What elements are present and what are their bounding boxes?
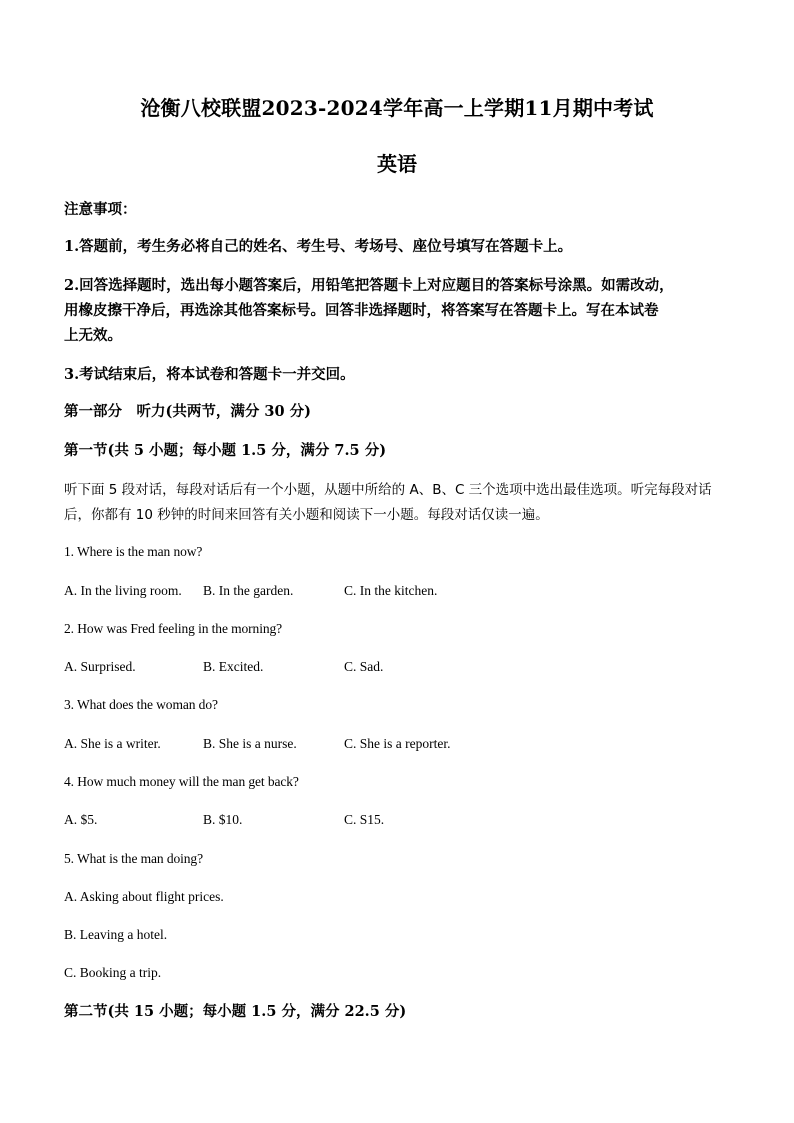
question-5-option-b: B. Leaving a hotel. (64, 927, 168, 942)
notice-item-2-line-2: 用橡皮擦干净后，再选涂其他答案标号。回答非选择题时，将答案写在答题卡上。写在本试卷 (64, 302, 659, 319)
part1-heading: 第一部分 听力(共两节，满分 30 分) (64, 403, 311, 420)
instructions-line-2: 后，你都有 10 秒钟的时间来回答有关小题和阅读下一小题。每段对话仅读一遍。 (64, 507, 549, 523)
question-2: 2. How was Fred feeling in the morning? (64, 621, 283, 636)
instructions-line-1: 听下面 5 段对话，每段对话后有一个小题，从题中所给的 A、B、C 三个选项中选出最佳选项。听完每段对话 (64, 482, 712, 498)
question-1: 1. Where is the man now? (64, 544, 203, 559)
question-4-option-b: B. $10. (203, 812, 243, 827)
question-2-option-c: C. Sad. (344, 659, 384, 674)
notice-item-1: 1.答题前，考生务必将自己的姓名、考生号、考场号、座位号填写在答题卡上。 (64, 238, 573, 255)
exam-title: 沧衡八校联盟2023-2024学年高一上学期11月期中考试 (140, 96, 654, 120)
subject-title: 英语 (377, 152, 417, 176)
question-2-option-a: A. Surprised. (64, 659, 136, 674)
question-4-option-c: C. S15. (344, 812, 385, 827)
notice-heading: 注意事项： (64, 201, 137, 218)
question-5: 5. What is the man doing? (64, 851, 203, 866)
notice-item-3: 3.考试结束后，将本试卷和答题卡一并交回。 (64, 366, 355, 383)
question-5-option-c: C. Booking a trip. (64, 965, 162, 980)
question-5-option-a: A. Asking about flight prices. (64, 889, 224, 904)
question-1-option-c: C. In the kitchen. (344, 583, 438, 598)
question-1-option-a: A. In the living room. (64, 583, 182, 598)
question-2-option-b: B. Excited. (203, 659, 264, 674)
question-3-option-c: C. She is a reporter. (344, 736, 451, 751)
question-3-option-a: A. She is a writer. (64, 736, 161, 751)
question-4: 4. How much money will the man get back? (64, 774, 299, 789)
question-1-option-b: B. In the garden. (203, 583, 294, 598)
notice-item-2-line-1: 2.回答选择题时，选出每小题答案后，用铅笔把答题卡上对应题目的答案标号涂黑。如需改动， (64, 277, 674, 294)
notice-item-2-line-3: 上无效。 (64, 327, 122, 344)
question-4-option-a: A. $5. (64, 812, 98, 827)
question-3-option-b: B. She is a nurse. (203, 736, 297, 751)
section1-heading: 第一节(共 5 小题；每小题 1.5 分，满分 7.5 分) (64, 442, 387, 459)
section2-heading: 第二节(共 15 小题；每小题 1.5 分，满分 22.5 分) (64, 1003, 407, 1020)
question-3: 3. What does the woman do? (64, 697, 218, 712)
